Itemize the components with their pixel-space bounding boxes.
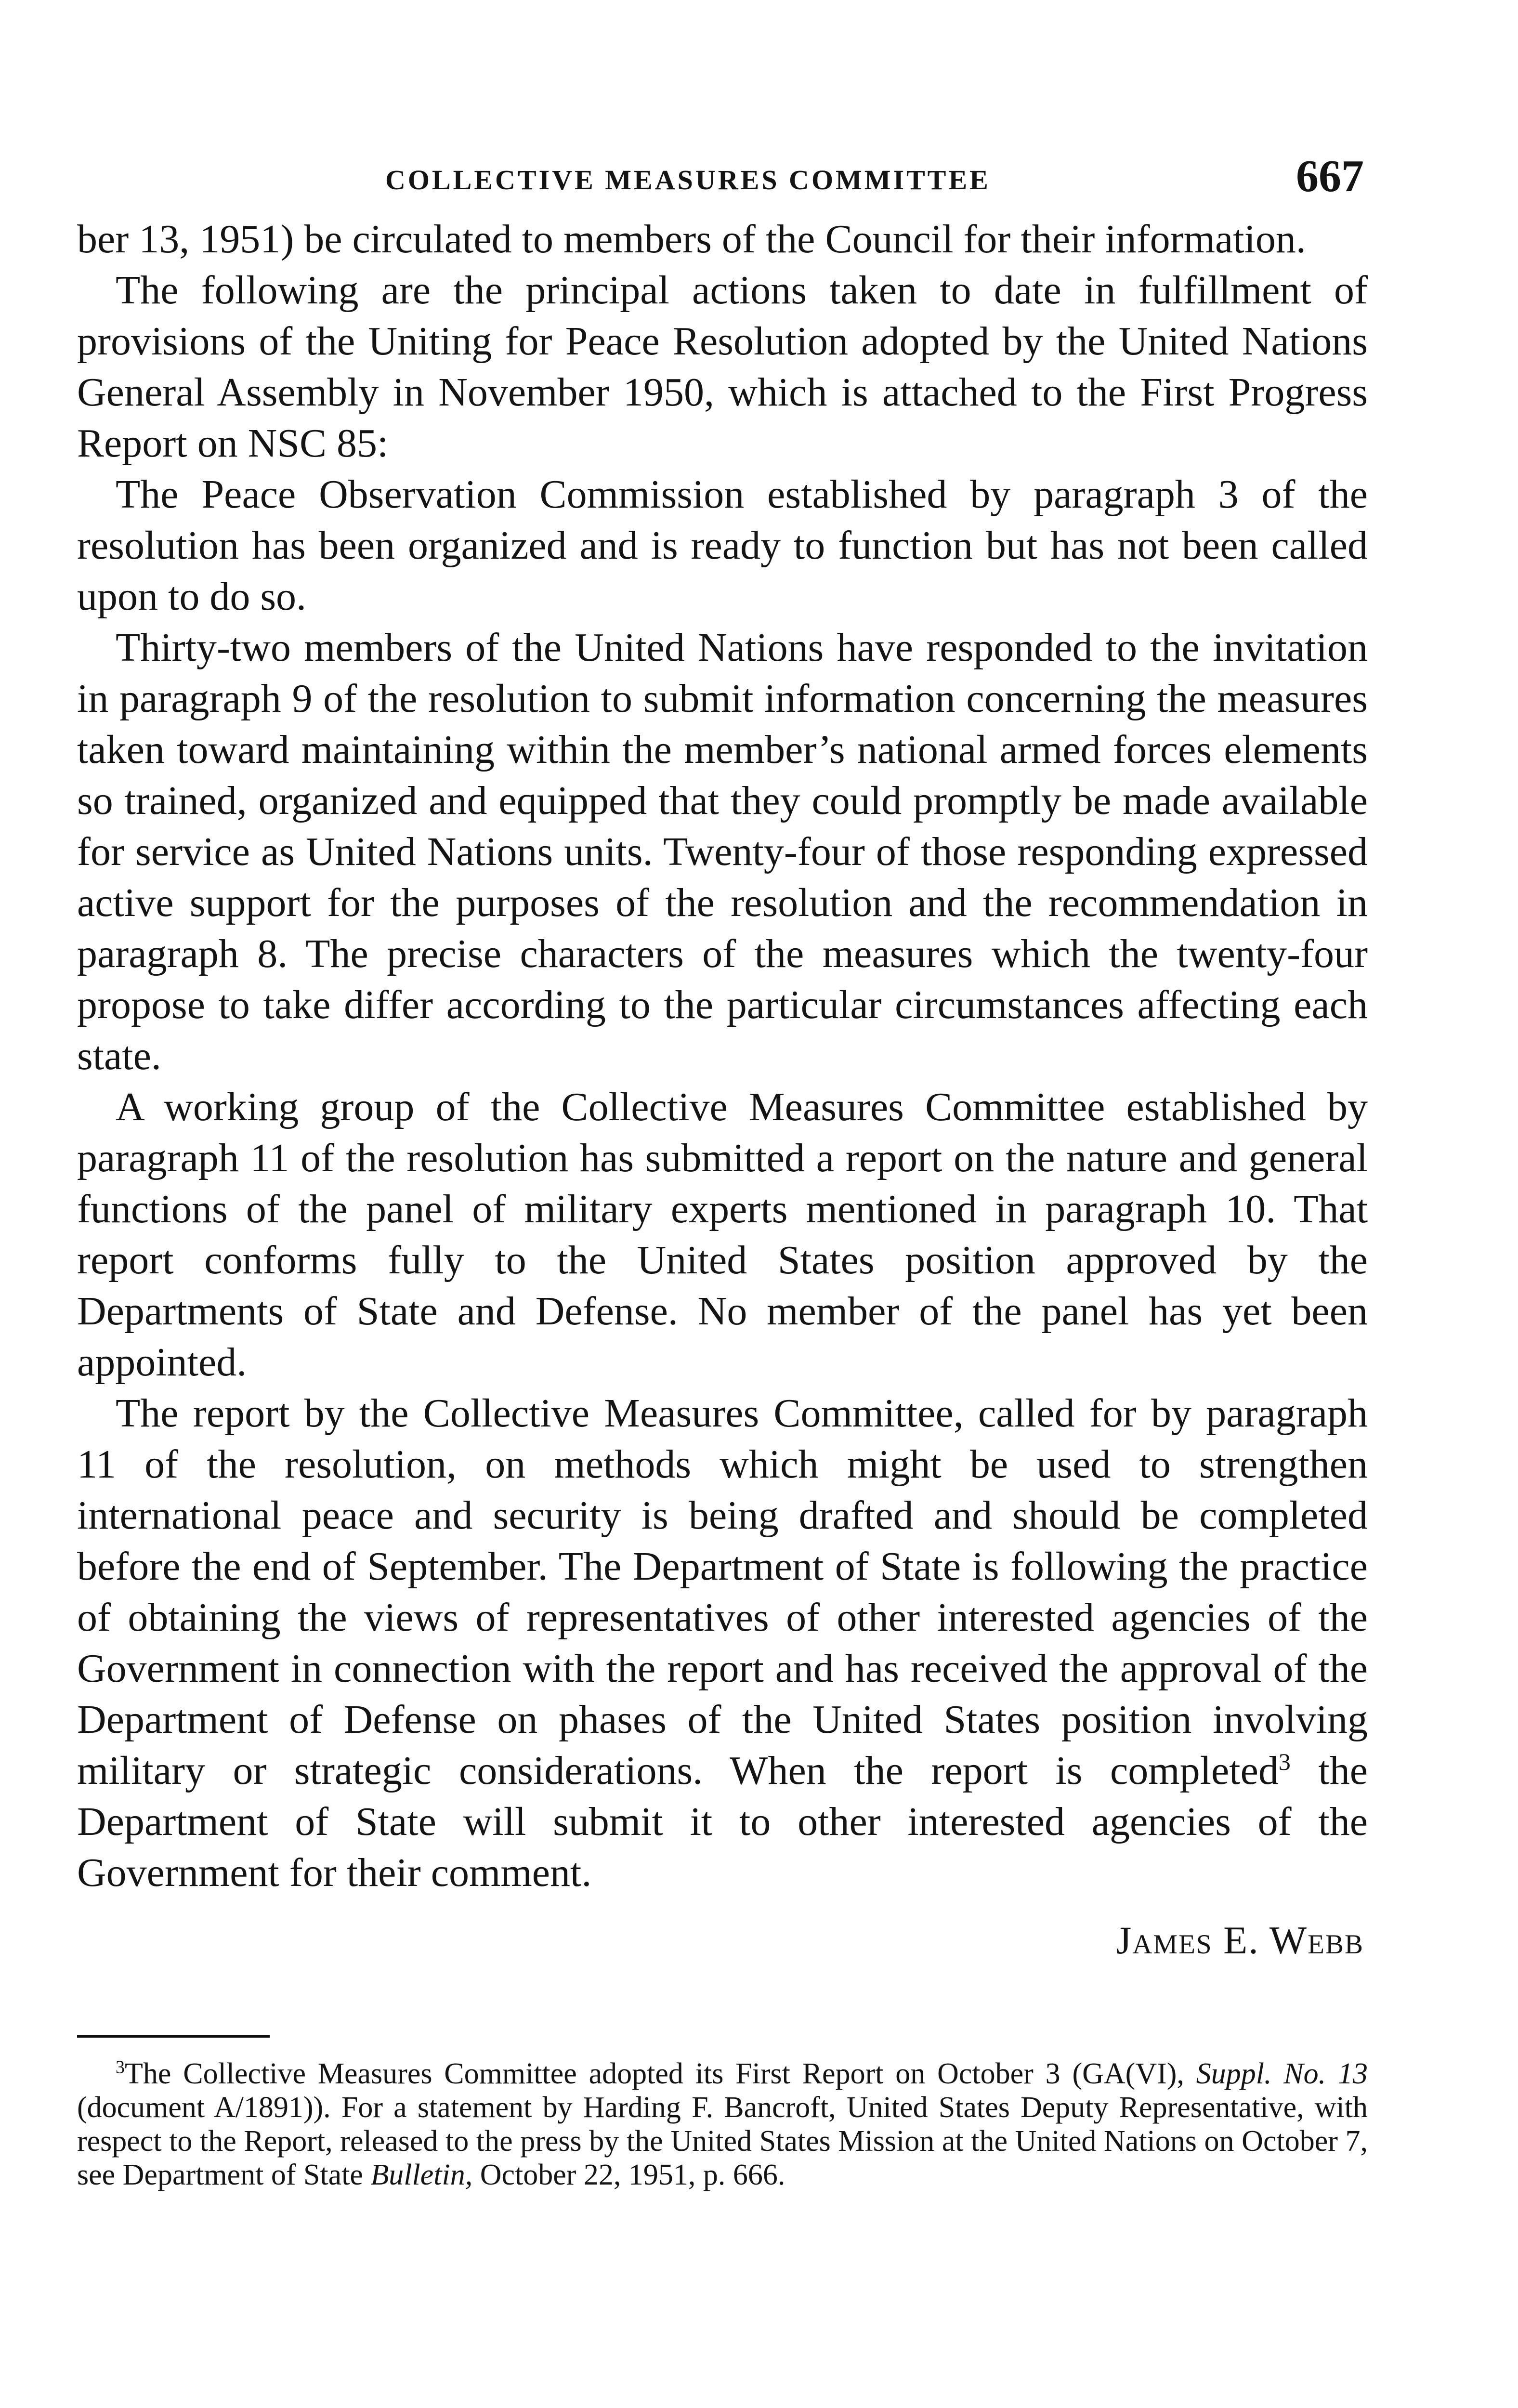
- footnote-text: The Collective Measures Committee adopted its First Report on October 3 (GA(VI),: [125, 2057, 1196, 2090]
- paragraph-text: The report by the Collective Measures Committee, called for by paragraph 11 of the resolution, on methods which might be used to strengthen international peace and security is being drafted and should be completed before the end of September. The Department of State is following the practice of obtaining the views of representatives of other interested agencies of the Government in connection with the report and has received the approval of the Department of Defense on phases of the United States position involving military or strategic considerations. When the report is completed: [77, 1391, 1368, 1793]
- page-number: 667: [1296, 151, 1364, 201]
- paragraph-committee-report: [77, 1388, 1368, 1898]
- running-head: COLLECTIVE MEASURES COMMITTEE: [385, 164, 991, 196]
- paragraph-working-group: A working group of the Collective Measures Committee established by paragraph 11 of the resolution has submitted a report on the nature and general functions of the panel of military experts mentioned in paragraph 10. That report conforms fully to the United States position approved by the Departments of State and Defense. No member of the panel has yet been appointed.: [77, 1085, 1368, 1385]
- page-header: [77, 144, 1368, 212]
- paragraph-member-responses: Thirty-two members of the United Nations have responded to the invitation in paragraph 9 of the resolution to submit information concerning the measures taken toward maintaining within the member’s national armed forces elements so trained, organized and equipped that they could promptly be made available for service as United Nations units. Twenty-four of those responding expressed active support for the purposes of the resolution and the recommendation in paragraph 8. The precise characters of the measures which the twenty-four propose to take differ according to the particular circumstances affecting each state.: [77, 625, 1368, 1078]
- footnote-divider: [77, 2035, 270, 2038]
- paragraph-principal-actions: The following are the principal actions taken to date in fulfillment of provisions of the Uniting for Peace Resolution adopted by the United Nations General Assembly in November 1950, which is attached to the First Progress Report on NSC 85:: [77, 268, 1368, 466]
- footnote: [77, 2057, 1368, 2192]
- footnote-publication-italic: Bulletin,: [370, 2159, 473, 2191]
- footnote-citation-italic: Suppl. No. 13: [1196, 2057, 1368, 2090]
- footnote-text: (document A/1891)). For a statement by Harding F. Bancroft, United States Deputy Representative, with respect to the Report, released to the press by the United States Mission at the United Nations on October 7, see Department of State: [77, 2091, 1368, 2191]
- footnote-text: October 22, 1951, p. 666.: [472, 2159, 785, 2191]
- footnote-reference[interactable]: 3: [1278, 1748, 1291, 1775]
- footnote-mark: 3: [116, 2057, 125, 2078]
- paragraph-text: the Department of State will submit it to other interested agencies of the Government for their comment.: [77, 1748, 1368, 1895]
- paragraph-peace-observation: The Peace Observation Commission established by paragraph 3 of the resolution has been organized and is ready to function but has not been called upon to do so.: [77, 472, 1368, 619]
- body-text: [77, 214, 1368, 1898]
- paragraph-continuation: ber 13, 1951) be circulated to members of the Council for their information.: [77, 217, 1306, 262]
- signature: James E. Webb: [1116, 1918, 1364, 1962]
- document-page: [77, 144, 1368, 2192]
